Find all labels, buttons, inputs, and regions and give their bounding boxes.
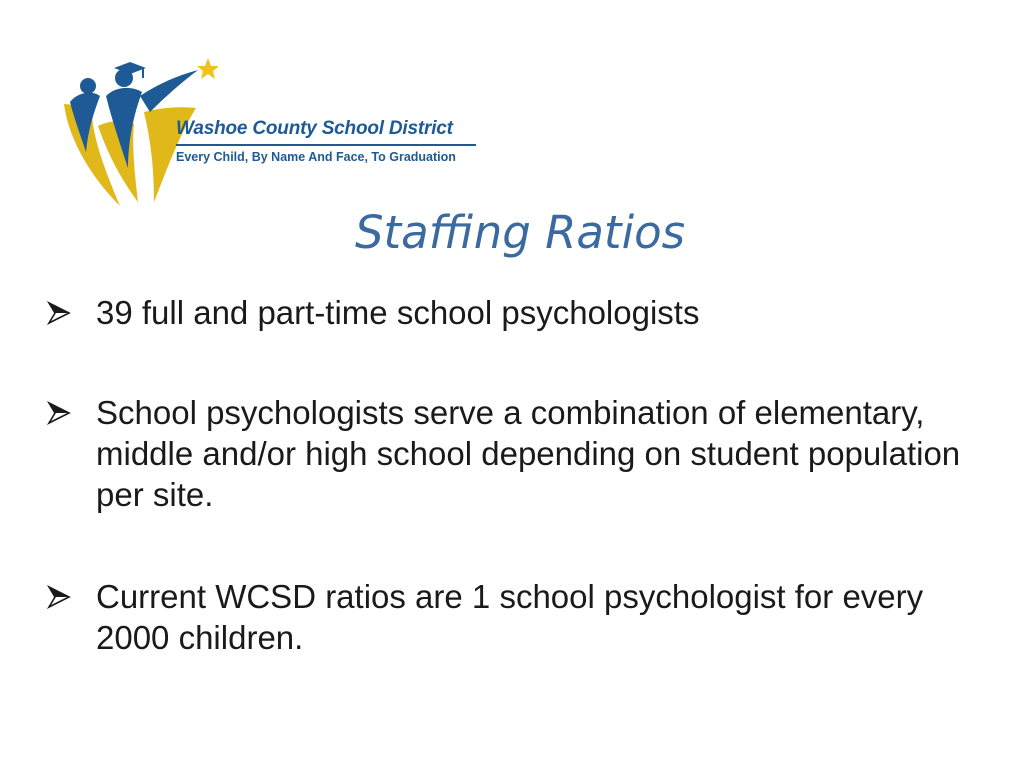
logo-divider	[176, 144, 476, 146]
bullet-list	[46, 292, 986, 658]
bullet-text: School psychologists serve a combination of elementary, middle and/or high school depending on student population per site.	[96, 394, 961, 513]
bullet-text: Current WCSD ratios are 1 school psychologist for every 2000 children.	[96, 578, 924, 656]
bullet-item	[46, 576, 986, 658]
bullet-item	[46, 392, 986, 515]
logo-district-name: Washoe County School District	[176, 118, 453, 139]
logo-tagline: Every Child, By Name And Face, To Graduation	[176, 150, 456, 164]
arrow-bullet-icon	[46, 300, 72, 326]
arrow-bullet-icon	[46, 400, 72, 426]
bullet-item	[46, 292, 986, 333]
district-logo	[58, 56, 488, 212]
bullet-text: 39 full and part-time school psychologists	[96, 294, 700, 331]
slide-title: Staffing Ratios	[354, 206, 686, 259]
arrow-bullet-icon	[46, 584, 72, 610]
